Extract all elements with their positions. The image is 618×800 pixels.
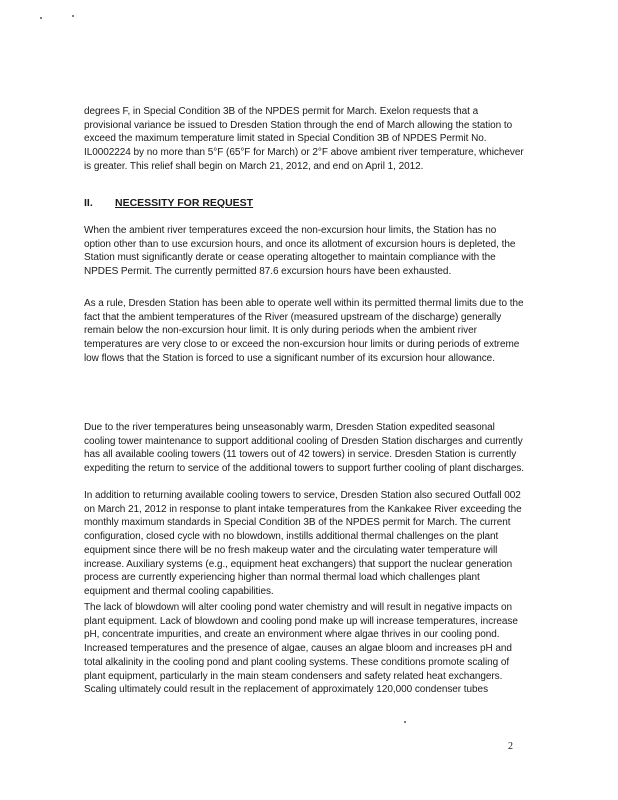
paragraph: Due to the river temperatures being unseasonably warm, Dresden Station expedited seasonal cooling tower maintenance to support additional cooling of Dresden Station discharges and currently has all available cooling towers (11 towers out of 42 towers) in service. Dresden Station is currently expediting the return to service of the additional towers to support further cooling of plant discharges. — [84, 422, 525, 475]
section-title: NECESSITY FOR REQUEST — [115, 197, 254, 209]
paragraph: In addition to returning available cooling towers to service, Dresden Station also secured Outfall 002 on March 21, 2012 in response to plant intake temperatures from the Kankakee River exceeding the monthly maximum standards in Special Condition 3B of the NPDES permit for March. The current configuration, closed cycle with no blowdown, instills additional thermal challenges on the plant equipment since there will be no fresh makeup water and the circulating water temperature will increase. Auxiliary systems (e.g., equipment heat exchangers) that support the nuclear generation process are currently experiencing higher than normal thermal load which challenges plant equipment and thermal cooling capabilities. — [84, 490, 522, 597]
paragraph: When the ambient river temperatures exceed the non-excursion hour limits, the Station has no option other than to use excursion hours, and once its allotment of excursion hours is depleted, the Station must significantly derate or cease operating altogether to maintain compliance with the NPDES Permit. The currently permitted 87.6 excursion hours have been exhausted. — [84, 225, 516, 278]
paragraph: The lack of blowdown will alter cooling pond water chemistry and will result in negative impacts on plant equipment. Lack of blowdown and cooling pond make up will increase temperatures, increase pH, concentrate impurities, and create an environment where algae thrives in our cooling pond. Increased temperatures and the presence of algae, causes an algae bloom and increases pH and total alkalinity in the cooling pond and plant cooling systems. These conditions promote scaling of plant equipment, particularly in the main steam condensers and safety related heat exchangers. Scaling ultimately could result in the replacement of approximately 120,000 condenser tubes — [84, 602, 518, 696]
section-number: II. — [84, 197, 93, 209]
paragraph: As a rule, Dresden Station has been able to operate well within its permitted thermal limits due to the fact that the ambient temperatures of the River (measured upstream of the discharge) generally remain below the non-excursion hour limit. It is only during periods when the ambient river temperatures are very close to or exceed the non-excursion hour limits or during periods of extreme low flows that the Station is forced to use a significant number of its excursion hour allowance. — [84, 298, 524, 364]
scan-speck — [404, 721, 406, 723]
page-number: 2 — [508, 741, 513, 752]
scan-speck — [40, 17, 42, 19]
section-heading — [84, 197, 253, 209]
scan-speck — [72, 15, 74, 17]
intro-paragraph: degrees F, in Special Condition 3B of the NPDES permit for March. Exelon requests that a provisional variance be issued to Dresden Station through the end of March allowing the station to exceed the maximum temperature limit stated in Special Condition 3B of NPDES Permit No. IL0002224 by no more than 5°F (65°F for March) or 2°F above ambient river temperature, whichever is greater. This relief shall begin on March 21, 2012, and end on April 1, 2012. — [84, 106, 524, 172]
